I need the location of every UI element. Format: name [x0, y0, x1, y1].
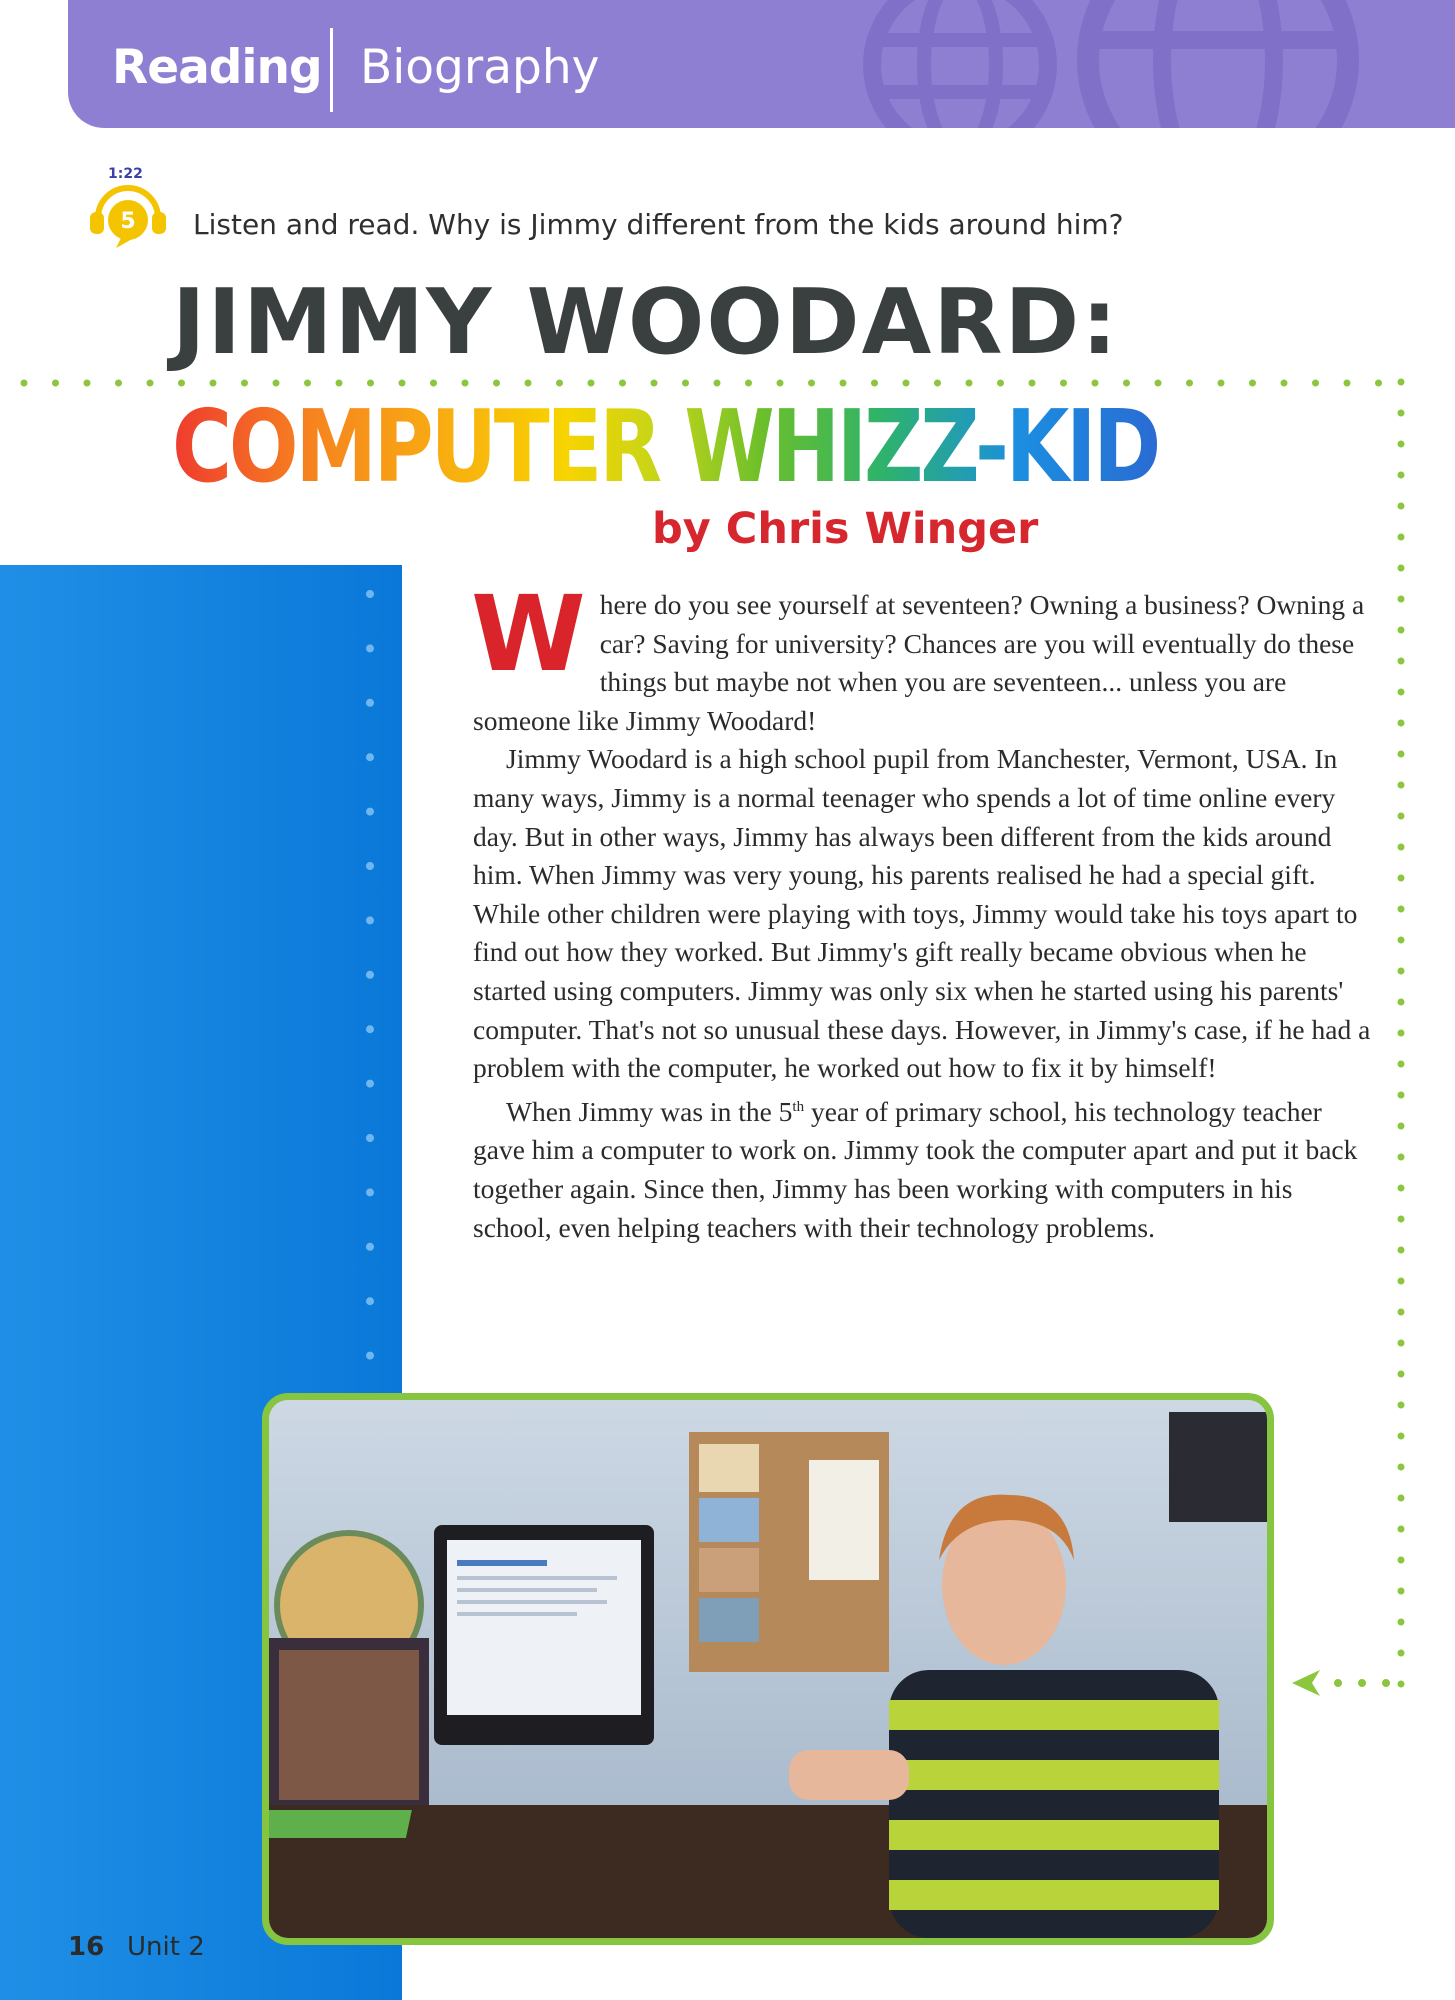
article-title: JIMMY WOODARD: [172, 270, 1120, 375]
photo-jimmy-at-computer [269, 1400, 1267, 1938]
paragraph-3: When Jimmy was in the 5th year of primary school, his technology teacher gave him a computer to work on. Jimmy took the computer apart and put it back together again. Since then, Jimmy has been working with computers in his school, even helping teachers with their technology problems. [473, 1095, 1358, 1243]
audio-number: 5 [120, 209, 136, 234]
dotted-border-right [1396, 378, 1406, 1696]
paragraph-1-text: here do you see yourself at seventeen? Owning a business? Owning a car? Saving for university? Chances are you will eventually do these things but maybe not when you are seventeen... unless you are someone like Jimmy Woodard! [473, 589, 1365, 736]
section-label: Reading [112, 40, 322, 95]
headphones-audio-icon[interactable] [86, 180, 172, 250]
dotted-border-top [20, 378, 1412, 388]
section-header [68, 0, 1455, 128]
section-type: Biography [360, 40, 600, 95]
page-number: 16 [68, 1932, 105, 1962]
instruction-text: Listen and read. Why is Jimmy different from the kids around him? [193, 208, 1124, 241]
globe-icon [860, 0, 1060, 128]
paragraph-1 [471, 573, 1371, 740]
drop-cap: W [471, 573, 586, 695]
article-byline: by Chris Winger [652, 504, 1039, 554]
paragraph-2: Jimmy Woodard is a high school pupil from Manchester, Vermont, USA. In many ways, Jimmy is a normal teenager who spends a lot of time online every day. But in other ways, Jimmy has always been different from the kids around him. When Jimmy was very young, his parents realised he had a special gift. While other children were playing with toys, Jimmy would take his toys apart to find out how they worked. But Jimmy's gift really became obvious when he started using computers. Jimmy was only six when he started using his parents' computer. That's not so unusual these days. However, in Jimmy's case, if he had a problem with the computer, he worked out how to fix it by himself! [473, 743, 1371, 1084]
article-body [471, 573, 1371, 1247]
unit-label: Unit 2 [127, 1932, 205, 1962]
article-photo [262, 1393, 1274, 1945]
article-subtitle: COMPUTER WHIZZ-KID [172, 388, 1158, 505]
globe-icon [1068, 0, 1368, 128]
header-divider [330, 28, 333, 112]
audio-track-number: 1:22 [108, 166, 143, 182]
arrow-left-icon [1290, 1666, 1406, 1700]
blue-column-dots [364, 590, 376, 1360]
